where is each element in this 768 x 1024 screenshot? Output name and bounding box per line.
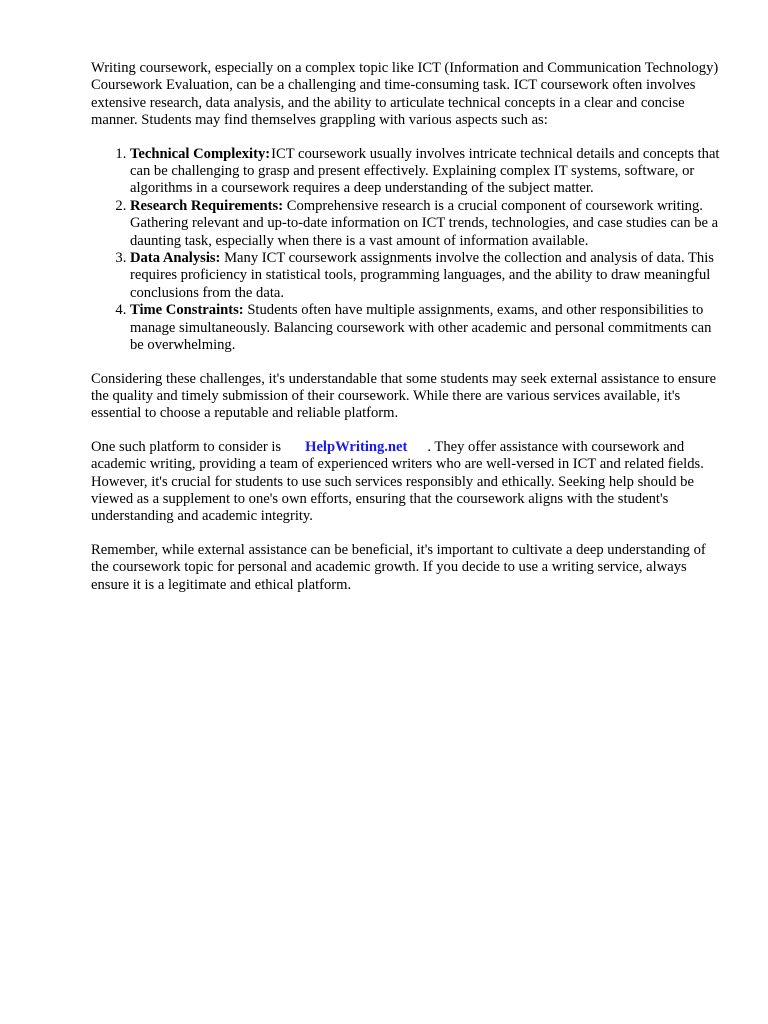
list-item (130, 250, 721, 302)
platform-text-before: One such platform to consider is (91, 438, 282, 455)
list-item-term: Technical Complexity: (130, 145, 271, 162)
list-item-text: Many ICT coursework assignments involve the collection and analysis of data. This requires proficiency in statistical tools, programming languages, and the ability to draw meaningful conclusions from the data. (130, 250, 714, 301)
remember-paragraph: Remember, while external assistance can be beneficial, it's important to cultivate a deep understanding of the coursework topic for personal and academic growth. If you decide to use a writing service, always ensure it is a legitimate and ethical platform. (91, 541, 706, 593)
intro-paragraph: Writing coursework, especially on a complex topic like ICT (Information and Communication Technology) Coursework Evaluation, can be a challenging and time-consuming task. ICT coursework often involves extensive research, data analysis, and the ability to articulate technical concepts in a clear and concise manner. Students may find themselves grappling with various aspects such as: (91, 60, 719, 129)
list-item (130, 146, 721, 198)
platform-paragraph (91, 439, 721, 526)
list-item-term: Time Constraints: (130, 302, 244, 319)
helpwriting-link[interactable]: HelpWriting.net (305, 438, 408, 455)
aspects-list (91, 146, 721, 355)
list-item (130, 198, 721, 250)
list-item-term: Research Requirements: (130, 197, 284, 214)
list-item-text: ICT coursework usually involves intricate technical details and concepts that can be challenging to grasp and present effectively. Explaining complex IT systems, software, or algorithms in a coursework requires a deep understanding of the subject matter. (130, 145, 720, 197)
considering-paragraph: Considering these challenges, it's understandable that some students may seek external assistance to ensure the quality and timely submission of their coursework. While there are various services available, it's essential to choose a reputable and reliable platform. (91, 370, 717, 422)
list-item-term: Data Analysis: (130, 250, 221, 267)
list-item-text: Comprehensive research is a crucial component of coursework writing. Gathering relevant and up-to-date information on ICT trends, technologies, and case studies can be a daunting task, especially when there is a vast amount of information available. (130, 197, 719, 249)
list-item-text: Students often have multiple assignments, exams, and other responsibilities to manage simultaneously. Balancing coursework with other academic and personal commitments can be overwhelming. (130, 302, 712, 354)
document-page (91, 60, 721, 610)
platform-text-after: . They offer assistance with coursework and academic writing, providing a team of experienced writers who are well-versed in ICT and related fields. However, it's crucial for students to use such services responsibly and ethically. Seeking help should be viewed as a supplement to one's own efforts, ensuring that the coursework aligns with the student's understanding and academic integrity. (91, 438, 704, 525)
list-item (130, 302, 721, 354)
